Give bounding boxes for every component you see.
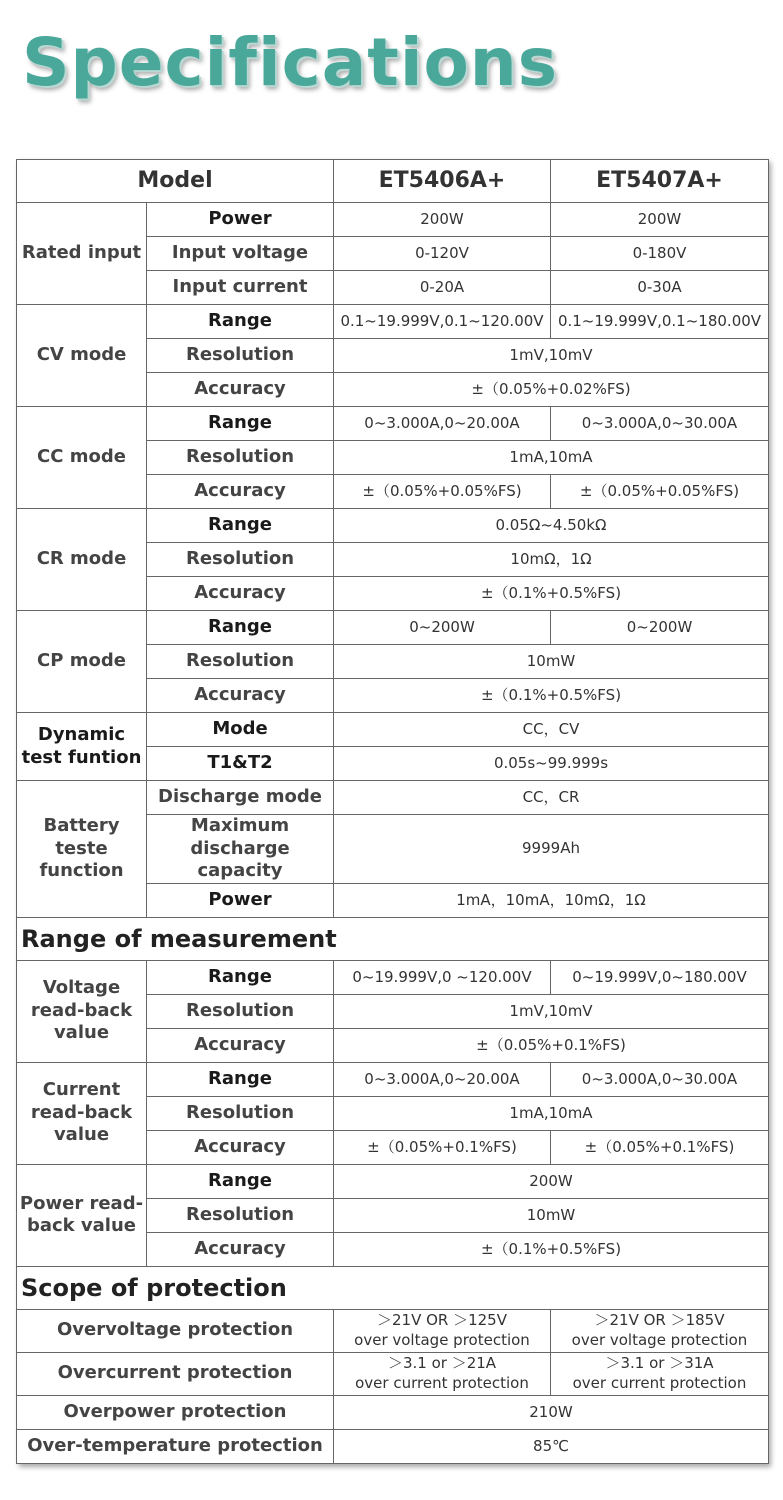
cell-value: ±（0.05%+0.1%FS) bbox=[334, 1028, 769, 1062]
group-current-readback bbox=[17, 1062, 147, 1164]
group-line: read-back bbox=[30, 999, 133, 1021]
group-line: Current bbox=[42, 1079, 121, 1101]
group-rated-input: Rated input bbox=[17, 203, 147, 305]
cell-value: CC，CR bbox=[334, 781, 769, 815]
row-label: Range bbox=[147, 1164, 334, 1198]
group-cc-mode: CC mode bbox=[17, 407, 147, 509]
cell-value bbox=[334, 1352, 551, 1395]
row-label: Resolution bbox=[147, 441, 334, 475]
cell-value: 0~19.999V,0 ~120.00V bbox=[334, 960, 551, 994]
group-cv-mode: CV mode bbox=[17, 305, 147, 407]
row-label: Accuracy bbox=[147, 1232, 334, 1266]
group-line: value bbox=[53, 1124, 110, 1146]
cell-value: 0-120V bbox=[334, 237, 551, 271]
protection-label: Overpower protection bbox=[17, 1395, 334, 1429]
group-power-readback bbox=[17, 1164, 147, 1266]
cell-value: 10mΩ，1Ω bbox=[334, 543, 769, 577]
specifications-table bbox=[16, 159, 768, 1464]
table-row bbox=[17, 960, 769, 994]
cell-value: ±（0.1%+0.5%FS) bbox=[334, 577, 769, 611]
group-line: Voltage bbox=[42, 977, 121, 999]
cell-value: ±（0.05%+0.1%FS) bbox=[334, 1130, 551, 1164]
header-model-1: ET5406A+ bbox=[334, 160, 551, 203]
table-row bbox=[17, 1352, 769, 1395]
cell-value: 1mV,10mV bbox=[334, 994, 769, 1028]
cell-value: 0.1~19.999V,0.1~180.00V bbox=[551, 305, 769, 339]
row-label: Accuracy bbox=[147, 1028, 334, 1062]
cell-value: 1mV,10mV bbox=[334, 339, 769, 373]
group-line: Battery teste bbox=[43, 815, 120, 859]
label-line: Maximum bbox=[190, 815, 290, 836]
row-label: Accuracy bbox=[147, 1130, 334, 1164]
cell-value: 9999Ah bbox=[334, 815, 769, 884]
cell-value: 10mW bbox=[334, 645, 769, 679]
row-label bbox=[147, 815, 334, 884]
cell-value: ±（0.05%+0.02%FS) bbox=[334, 373, 769, 407]
value-line: over current protection bbox=[572, 1373, 747, 1392]
value-line: ＞3.1 or ＞31A bbox=[605, 1354, 714, 1372]
row-label: Resolution bbox=[147, 543, 334, 577]
page-title: Specifications bbox=[22, 24, 559, 101]
cell-value bbox=[551, 1352, 769, 1395]
table-row bbox=[17, 1395, 769, 1429]
header-model-2: ET5407A+ bbox=[551, 160, 769, 203]
cell-value: 1mA,10mA bbox=[334, 1096, 769, 1130]
group-line: Power read- bbox=[19, 1192, 144, 1214]
value-line: over voltage protection bbox=[354, 1330, 530, 1349]
protection-label: Overcurrent protection bbox=[17, 1352, 334, 1395]
row-label: Accuracy bbox=[147, 373, 334, 407]
row-label: Range bbox=[147, 960, 334, 994]
row-label: Discharge mode bbox=[147, 781, 334, 815]
table-row bbox=[17, 1309, 769, 1352]
table-row bbox=[17, 1062, 769, 1096]
cell-value: 0~19.999V,0~180.00V bbox=[551, 960, 769, 994]
group-dynamic-test bbox=[17, 713, 147, 781]
cell-value: 1mA,10mA bbox=[334, 441, 769, 475]
value-line: over voltage protection bbox=[571, 1330, 748, 1349]
cell-value: 210W bbox=[334, 1395, 769, 1429]
row-label: Resolution bbox=[147, 645, 334, 679]
table-row bbox=[17, 1164, 769, 1198]
cell-value: 200W bbox=[334, 203, 551, 237]
protection-label: Overvoltage protection bbox=[17, 1309, 334, 1352]
cell-value: 0~3.000A,0~30.00A bbox=[551, 407, 769, 441]
section-title-protection: Scope of protection bbox=[17, 1266, 769, 1309]
cell-value: 0~200W bbox=[551, 611, 769, 645]
row-label: Power bbox=[147, 883, 334, 917]
table-row bbox=[17, 203, 769, 237]
cell-value bbox=[551, 1309, 769, 1352]
cell-value: 85℃ bbox=[334, 1429, 769, 1463]
table-row bbox=[17, 1429, 769, 1463]
row-label: Input current bbox=[147, 271, 334, 305]
cell-value: 0~200W bbox=[334, 611, 551, 645]
row-label: Accuracy bbox=[147, 679, 334, 713]
row-label: T1&T2 bbox=[147, 747, 334, 781]
group-line: read-back bbox=[30, 1101, 133, 1123]
protection-label: Over-temperature protection bbox=[17, 1429, 334, 1463]
row-label: Range bbox=[147, 407, 334, 441]
cell-value bbox=[334, 1309, 551, 1352]
cell-value: ±（0.1%+0.5%FS) bbox=[334, 1232, 769, 1266]
row-label: Accuracy bbox=[147, 475, 334, 509]
section-row bbox=[17, 1266, 769, 1309]
cell-value: 0~3.000A,0~20.00A bbox=[334, 1062, 551, 1096]
table-row bbox=[17, 781, 769, 815]
cell-value: 0.1~19.999V,0.1~120.00V bbox=[334, 305, 551, 339]
row-label: Power bbox=[147, 203, 334, 237]
table-header-row bbox=[17, 160, 769, 203]
row-label: Range bbox=[147, 1062, 334, 1096]
cell-value: 0-20A bbox=[334, 271, 551, 305]
cell-value: 200W bbox=[551, 203, 769, 237]
table-row bbox=[17, 713, 769, 747]
group-line: function bbox=[39, 860, 124, 881]
group-line: value bbox=[53, 1022, 110, 1044]
value-line: ＞21V OR ＞125V bbox=[376, 1311, 507, 1329]
section-row bbox=[17, 917, 769, 960]
group-voltage-readback bbox=[17, 960, 147, 1062]
table-row bbox=[17, 407, 769, 441]
group-line: back value bbox=[26, 1215, 136, 1236]
cell-value: 0~3.000A,0~20.00A bbox=[334, 407, 551, 441]
table-row bbox=[17, 305, 769, 339]
group-cp-mode: CP mode bbox=[17, 611, 147, 713]
group-cr-mode: CR mode bbox=[17, 509, 147, 611]
cell-value: 1mA，10mA，10mΩ，1Ω bbox=[334, 883, 769, 917]
row-label: Mode bbox=[147, 713, 334, 747]
value-line: ＞21V OR ＞185V bbox=[594, 1311, 725, 1329]
row-label: Accuracy bbox=[147, 577, 334, 611]
row-label: Range bbox=[147, 509, 334, 543]
table-row bbox=[17, 509, 769, 543]
cell-value: ±（0.1%+0.5%FS) bbox=[334, 679, 769, 713]
cell-value: CC，CV bbox=[334, 713, 769, 747]
group-line: test funtion bbox=[21, 746, 142, 768]
row-label: Range bbox=[147, 611, 334, 645]
cell-value: ±（0.05%+0.05%FS) bbox=[334, 475, 551, 509]
cell-value: ±（0.05%+0.05%FS) bbox=[551, 475, 769, 509]
header-model: Model bbox=[17, 160, 334, 203]
cell-value: 0~3.000A,0~30.00A bbox=[551, 1062, 769, 1096]
row-label: Resolution bbox=[147, 994, 334, 1028]
group-line: Dynamic bbox=[37, 724, 126, 745]
cell-value: 200W bbox=[334, 1164, 769, 1198]
label-line: discharge capacity bbox=[190, 837, 290, 881]
value-line: over current protection bbox=[355, 1373, 529, 1392]
value-line: ＞3.1 or ＞21A bbox=[387, 1354, 497, 1372]
row-label: Resolution bbox=[147, 1198, 334, 1232]
section-title-measurement: Range of measurement bbox=[17, 917, 769, 960]
cell-value: 0-30A bbox=[551, 271, 769, 305]
table-row bbox=[17, 611, 769, 645]
row-label: Range bbox=[147, 305, 334, 339]
cell-value: 0.05Ω~4.50kΩ bbox=[334, 509, 769, 543]
row-label: Input voltage bbox=[147, 237, 334, 271]
row-label: Resolution bbox=[147, 1096, 334, 1130]
group-battery-test bbox=[17, 781, 147, 918]
cell-value: 0-180V bbox=[551, 237, 769, 271]
cell-value: 10mW bbox=[334, 1198, 769, 1232]
cell-value: ±（0.05%+0.1%FS) bbox=[551, 1130, 769, 1164]
cell-value: 0.05s~99.999s bbox=[334, 747, 769, 781]
row-label: Resolution bbox=[147, 339, 334, 373]
